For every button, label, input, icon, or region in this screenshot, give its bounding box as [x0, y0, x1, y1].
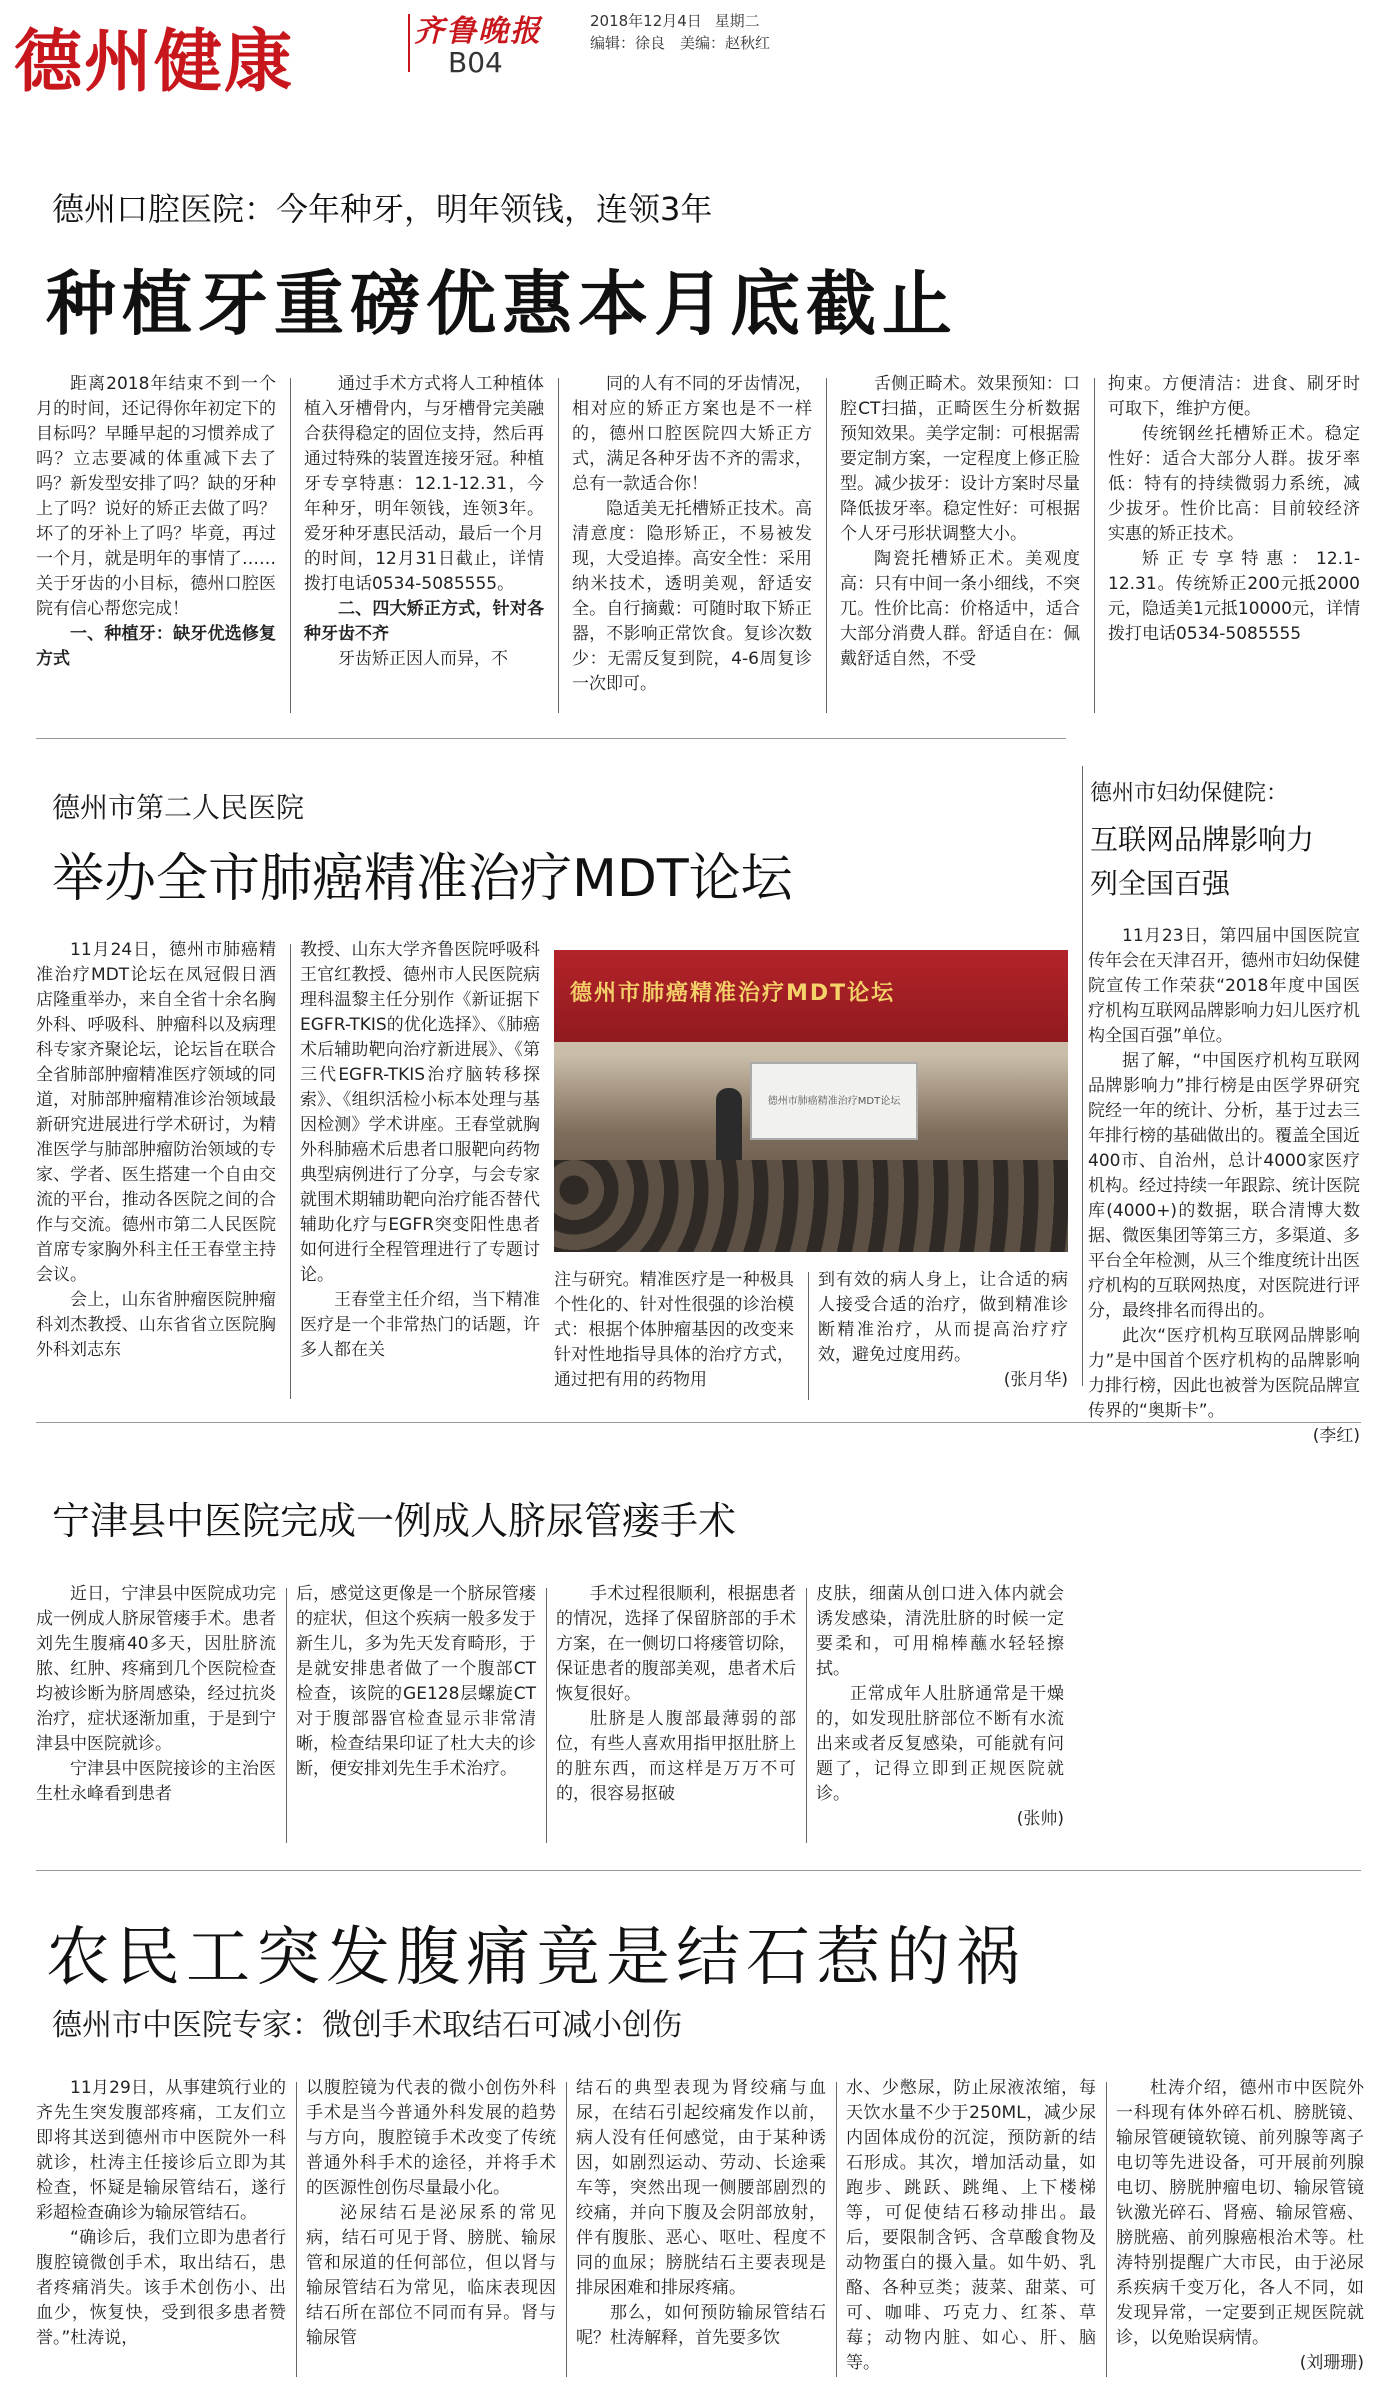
masthead-info	[590, 10, 770, 54]
photo-screen-text: 德州市肺癌精准治疗MDT论坛	[767, 1096, 901, 1107]
article1-col5-p2: 传统钢丝托槽矫正术。稳定性好：适合大部分人群。拔牙率低：特有的持续微弱力系统，减少拔牙。性价比高：目前较经济实惠的矫正技术。	[1108, 424, 1360, 544]
column-rule	[286, 1588, 287, 1843]
article1-col3-p2: 隐适美无托槽矫正技术。高清意度：隐形矫正，不易被发现，大受追捧。高安全性：采用纳米技术，透明美观，舒适安全。自行摘戴：可随时取下矫正器，不影响正常饮食。复诊次数少：无需反复到院，4-6周复诊一次即可。	[572, 499, 812, 694]
article2-byline: (张月华)	[1003, 1370, 1068, 1390]
article1-subheading1: 一、种植牙：缺牙优选修复方式	[36, 624, 276, 669]
article4-byline: (张帅)	[1016, 1809, 1064, 1829]
article4-col4	[816, 1582, 1064, 1844]
article4-col3	[556, 1582, 796, 1844]
article4-col2-p1: 后，感觉这更像是一个脐尿管瘘的症状，但这个疾病一般多发于新生儿，多为先天发育畸形，于是就安排患者做了一个腹部CT检查，该院的GE128层螺旋CT对于腹部器官检查显示非常清晰，检查结果印证了杜大夫的诊断，便安排刘先生手术治疗。	[296, 1584, 536, 1779]
article2-col1	[36, 938, 276, 1400]
article1-col3-p1: 同的人有不同的牙齿情况，相对应的矫正方案也是不一样的，德州口腔医院四大矫正方式，满足各种牙齿不齐的需求，总有一款适合你！	[572, 374, 812, 494]
article2-col3	[554, 1268, 794, 1403]
article1-col5	[1108, 372, 1360, 712]
article5-col4-p1: 水、少憋尿，防止尿液浓缩，每天饮水量不少于250ML，减少尿内固体成份的沉淀，预防新的结石形成。其次，增加活动量，如跑步、跳跃、跳绳、上下楼梯等，可促使结石移动排出。最后，要限制含钙、含草酸食物及动物蛋白的摄入量。如牛奶、乳酪、各种豆类；菠菜、甜菜、可可、咖啡、巧克力、红茶、草莓；动物内脏、如心、肝、脑等。	[846, 2078, 1096, 2373]
article1-col2	[304, 372, 544, 712]
column-rule	[806, 1588, 807, 1843]
column-rule	[836, 2082, 837, 2377]
page-number: B04	[448, 46, 503, 79]
article5-col3-p2: 那么，如何预防输尿管结石呢？杜涛解释，首先要多饮	[576, 2303, 826, 2348]
editor-credits: 编辑：徐良 美编：赵秋红	[590, 34, 771, 52]
article5-col2	[306, 2076, 556, 2376]
article3-headline-line2: 列全国百强	[1090, 867, 1231, 900]
article1-col4	[840, 372, 1080, 712]
article2-col3-p1: 注与研究。精准医疗是一种极具个性化的、针对性很强的诊治模式：根据个体肿瘤基因的改变来针对性地指导具体的治疗方式，通过把有用的药物用	[554, 1270, 794, 1390]
article1-col2-p1: 通过手术方式将人工种植体植入牙槽骨内，与牙槽骨完美融合获得稳定的固位支持，然后再通过特殊的装置连接牙冠。种植牙专享特惠：12.1-12.31，今年种牙，明年领钱，连领3年。爱牙种牙惠民活动，最后一个月的时间，12月31日截止，详情拨打电话0534-5085555。	[304, 374, 544, 594]
column-rule	[290, 944, 291, 1399]
article2-col1-p1: 11月24日，德州市肺癌精准治疗MDT论坛在凤冠假日酒店隆重举办，来自全省十余名胸外科、呼吸科、肿瘤科以及病理科专家齐聚论坛，论坛旨在联合全省肺部肿瘤精准医疗领域的同道，对肺部肿瘤精准诊治领域最新研究进展进行学术研讨，为精准医学与肺部肿瘤防治领域的专家、学者、医生搭建一个自由交流的平台，推动各医院之间的合作与交流。德州市第二人民医院首席专家胸外科主任王春堂主持会议。	[36, 940, 276, 1285]
article1-col4-p1: 舌侧正畸术。效果预知：口腔CT扫描，正畸医生分析数据预知效果。美学定制：可根据需要定制方案，一定程度上修正脸型。减少拔牙：设计方案时尽量降低拔牙率。稳定性好：可根据个人牙弓形状调整大小。	[840, 374, 1080, 544]
section-divider	[36, 1870, 1361, 1871]
article1-col5-p1: 拘束。方便清洁：进食、刷牙时可取下，维护方便。	[1108, 374, 1360, 419]
article1-col1-p1: 距离2018年结束不到一个月的时间，还记得你年初定下的目标吗？早睡早起的习惯养成了吗？立志要减的体重减下去了吗？新发型安排了吗？缺的牙种上了吗？说好的矫正去做了吗？坏了的牙补上了吗？毕竟，再过一个月，就是明年的事情了……关于牙齿的小目标，德州口腔医院有信心帮您完成！	[36, 374, 276, 619]
article4-col2	[296, 1582, 536, 1844]
photo-audience	[554, 1160, 1068, 1252]
article5-headline: 农民工突发腹痛竟是结石惹的祸	[46, 1921, 1026, 1995]
article1-col4-p2: 陶瓷托槽矫正术。美观度高：只有中间一条小细线，不突兀。性价比高：价格适中，适合大部分消费人群。舒适自在：佩戴舒适自然，不受	[840, 549, 1080, 669]
column-rule	[558, 378, 559, 713]
article4-col4-p1: 皮肤，细菌从创口进入体内就会诱发感染，清洗肚脐的时候一定要柔和，可用棉棒蘸水轻轻擦拭。	[816, 1584, 1064, 1679]
issue-weekday: 星期二	[714, 12, 760, 30]
article1-col3	[572, 372, 812, 712]
article5-col5-p1: 杜涛介绍，德州市中医院外一科现有体外碎石机、膀胱镜、输尿管硬镜软镜、前列腺等离子电切等先进设备，可开展前列腺电切、膀胱肿瘤电切、输尿管镜钬激光碎石、肾癌、输尿管癌、膀胱癌、前列腺癌根治术等。杜涛特别提醒广大市民，由于泌尿系疾病千变万化，各人不同，如发现异常，一定要到正规医院就诊，以免贻误病情。	[1116, 2078, 1364, 2348]
column-rule	[808, 1272, 809, 1400]
masthead-divider	[408, 14, 410, 72]
article1-headline: 种植牙重磅优惠本月底截止	[46, 263, 958, 345]
article2-col4-p1: 到有效的病人身上，让合适的病人接受合适的治疗，做到精准诊断精准治疗，从而提高治疗疗效，避免过度用药。	[818, 1270, 1068, 1365]
article2-headline: 举办全市肺癌精准治疗MDT论坛	[52, 849, 793, 909]
issue-date: 2018年12月4日	[590, 12, 702, 30]
article4-col1	[36, 1582, 276, 1844]
article1-col1	[36, 372, 276, 712]
article5-col5	[1116, 2076, 1364, 2376]
article5-col4	[846, 2076, 1096, 2376]
article2-col2-p2: 王春堂主任介绍，当下精准医疗是一个非常热门的话题，许多人都在关	[300, 1290, 540, 1360]
column-rule	[566, 2082, 567, 2377]
column-rule	[296, 2082, 297, 2377]
article2-kicker: 德州市第二人民医院	[52, 791, 305, 824]
article1-kicker: 德州口腔医院：今年种牙，明年领钱，连领3年	[52, 190, 713, 228]
article2-col4	[818, 1268, 1068, 1403]
column-rule	[826, 378, 827, 713]
section-divider	[36, 738, 1066, 739]
article4-col4-p2: 正常成年人肚脐通常是干燥的，如发现肚脐部位不断有水流出来或者反复感染，可能就有问题了，记得立即到正规医院就诊。	[816, 1684, 1064, 1804]
article4-col1-p1: 近日，宁津县中医院成功完成一例成人脐尿管瘘手术。患者刘先生腹痛40多天，因肚脐流脓、红肿、疼痛到几个医院检查均被诊断为脐周感染，经过抗炎治疗，症状逐渐加重，于是到宁津县中医院就诊。	[36, 1584, 276, 1754]
section-divider	[36, 1422, 1361, 1423]
column-rule	[1094, 378, 1095, 713]
photo-banner-text: 德州市肺癌精准治疗MDT论坛	[570, 981, 896, 1006]
article4-col1-p2: 宁津县中医院接诊的主治医生杜永峰看到患者	[36, 1759, 276, 1804]
article1-col5-p3: 矫正专享特惠：12.1-12.31。传统矫正200元抵2000元，隐适美1元抵10000元，详情拨打电话0534-5085555	[1108, 549, 1360, 644]
column-rule	[290, 378, 291, 713]
article3-kicker: 德州市妇幼保健院：	[1090, 781, 1289, 806]
article4-col3-p1: 手术过程很顺利，根据患者的情况，选择了保留脐部的手术方案，在一侧切口将瘘管切除，保证患者的腹部美观，患者术后恢复很好。	[556, 1584, 796, 1704]
article2-col2	[300, 938, 540, 1400]
article4-headline: 宁津县中医院完成一例成人脐尿管瘘手术	[52, 1499, 737, 1543]
article5-col2-p1: 以腹腔镜为代表的微小创伤外科手术是当今普通外科发展的趋势与方向，腹腔镜手术改变了传统普通外科手术的途径，并将手术的医源性创伤尽量最小化。	[306, 2078, 556, 2198]
article2-col2-p1: 教授、山东大学齐鲁医院呼吸科王官红教授、德州市人民医院病理科温黎主任分别作《新证据下EGFR-TKIS的优化选择》、《肺癌术后辅助靶向治疗新进展》、《第三代EGFR-TKIS治疗脑转移探索》、《组织活检小标本处理与基因检测》学术讲座。王春堂就胸外科肺癌术后患者口服靶向药物典型病例进行了分享，与会专家就围术期辅助靶向治疗能否替代辅助化疗与EGFR突变阳性患者如何进行全程管理进行了专题讨论。	[300, 940, 540, 1285]
column-rule	[1082, 766, 1083, 1386]
section-title: 德州健康	[14, 22, 295, 102]
article5-col1-p2: “确诊后，我们立即为患者行腹腔镜微创手术，取出结石，患者疼痛消失。该手术创伤小、出血少，恢复快，受到很多患者赞誉。”杜涛说，	[36, 2228, 286, 2348]
article3-byline: (李红)	[1312, 1426, 1360, 1446]
photo-screen	[750, 1062, 918, 1140]
article3-p1: 11月23日，第四届中国医院宣传年会在天津召开，德州市妇幼保健院宣传工作荣获“2018年度中国医疗机构互联网品牌影响力妇儿医疗机构全国百强”单位。	[1088, 926, 1360, 1046]
article5-col2-p2: 泌尿结石是泌尿系的常见病，结石可见于肾、膀胱、输尿管和尿道的任何部位，但以肾与输尿管结石为常见，临床表现因结石所在部位不同而有异。肾与输尿管	[306, 2203, 556, 2348]
forum-photo	[554, 950, 1068, 1252]
article1-subheading2: 二、四大矫正方式，针对各种牙齿不齐	[304, 599, 544, 644]
article2-col1-p2: 会上，山东省肿瘤医院肿瘤科刘杰教授、山东省省立医院胸外科刘志东	[36, 1290, 276, 1360]
article3-body	[1088, 924, 1360, 1446]
newspaper-logo: 齐鲁晚报	[414, 14, 542, 49]
article3-p2: 据了解，“中国医疗机构互联网品牌影响力”排行榜是由医学界研究院经一年的统计、分析，基于过去三年排行榜的基础做出的。覆盖全国近400市、自治州，总计4000家医疗机构。经过持续一年跟踪、统计医院库(4000+)的数据，联合清博大数据、微医集团等第三方，多渠道、多平台全年检测，从三个维度统计出医疗机构的互联网热度，对医院进行评分，最终排名而得出的。	[1088, 1051, 1360, 1321]
article1-col2-p2: 牙齿矫正因人而异，不	[338, 649, 508, 669]
article5-col3	[576, 2076, 826, 2376]
article5-col3-p1: 结石的典型表现为肾绞痛与血尿，在结石引起绞痛发作以前，病人没有任何感觉，由于某种诱因，如剧烈运动、劳动、长途乘车等，突然出现一侧腰部剧烈的绞痛，并向下腹及会阴部放射，伴有腹胀、恶心、呕吐、程度不同的血尿；膀胱结石主要表现是排尿困难和排尿疼痛。	[576, 2078, 826, 2298]
article4-col3-p2: 肚脐是人腹部最薄弱的部位，有些人喜欢用指甲抠肚脐上的脏东西，而这样是万万不可的，很容易抠破	[556, 1709, 796, 1804]
article5-byline: (刘珊珊)	[1299, 2353, 1364, 2373]
column-rule	[1106, 2082, 1107, 2377]
article3-headline-line1: 互联网品牌影响力	[1090, 823, 1315, 856]
article5-col1-p1: 11月29日，从事建筑行业的齐先生突发腹部疼痛，工友们立即将其送到德州市中医院外一科就诊，杜涛主任接诊后立即为其检查，怀疑是输尿管结石，遂行彩超检查确诊为输尿管结石。	[36, 2078, 286, 2223]
article3-p3: 此次“医疗机构互联网品牌影响力”是中国首个医疗机构的品牌影响力排行榜，因此也被誉为医院品牌宣传界的“奥斯卡”。	[1088, 1326, 1360, 1421]
column-rule	[546, 1588, 547, 1843]
article5-kicker: 德州市中医院专家：微创手术取结石可减小创伤	[52, 2008, 682, 2043]
article5-col1	[36, 2076, 286, 2376]
